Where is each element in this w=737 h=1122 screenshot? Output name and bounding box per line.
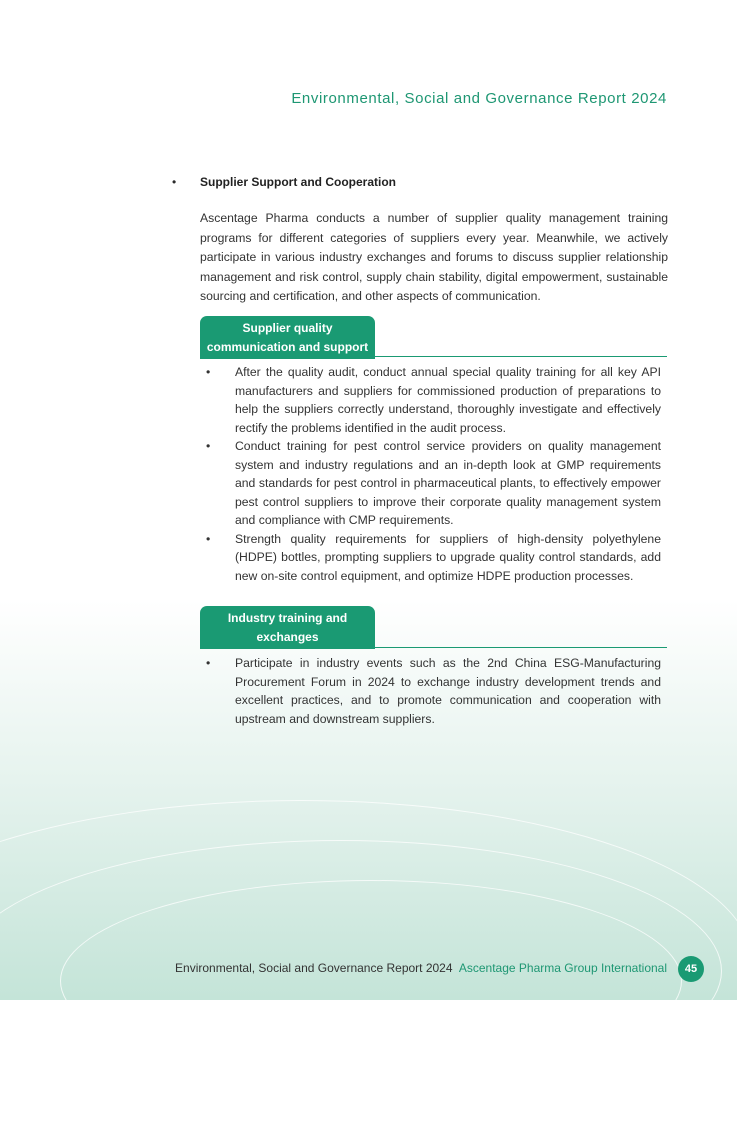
block-label-line: exchanges [256,630,319,644]
block-label-industry-training [200,606,375,649]
list-item-text: Participate in industry events such as the 2nd China ESG-Manufacturing Procurement Forum in 2024 to exchange industry development trends and excellent practices, and to promote communication and cooperation with upstream and downstream suppliers. [235,656,661,726]
page-header-title: Environmental, Social and Governance Report 2024 [291,90,667,107]
footer-company-name: Ascentage Pharma Group International [458,961,667,975]
list-item [206,654,661,728]
bullet-dot: • [206,531,211,546]
bullet-dot: • [206,656,211,670]
page-number-badge: 45 [678,956,704,982]
intro-paragraph: Ascentage Pharma conducts a number of supplier quality management training programs for different categories of suppliers every year. Meanwhile, we actively participate in various industry exchanges and forums to discuss supplier relationship management and risk control, supply chain stability, digital empowerment, sustainable sourcing and certification, and other aspects of communication. [200,211,668,303]
page-footer [175,961,667,975]
list-item-text: Conduct training for pest control service providers on quality management system and industry regulations and an in-depth look at GMP requirements and standards for pest control in pharmaceutical plants, to effectively empower pest control suppliers to improve their corporate quality management system and compliance with CMP requirements. [235,439,661,527]
section-bullet: • [172,175,177,189]
footer-report-title: Environmental, Social and Governance Report 2024 [175,961,453,975]
bullet-list [206,654,661,728]
list-item-text: After the quality audit, conduct annual special quality training for all key API manufacturers and suppliers for commissioned production of preparations to help the suppliers correctly understand, thoroughly investigate and effectively rectify the problems identified in the audit process. [235,365,661,435]
block-label-line: communication and support [206,340,369,354]
list-item [206,363,661,437]
bullet-dot: • [206,365,211,379]
bullet-dot: • [206,439,211,453]
block-label-supplier-quality [200,316,375,359]
list-item [206,530,661,586]
section-heading: Supplier Support and Cooperation [200,175,396,189]
block-label-line: Supplier quality [242,321,333,335]
block-label-line: Industry training and [227,611,348,625]
block-divider [200,647,667,648]
bullet-list [206,363,661,585]
list-item [206,437,661,530]
list-item-text: Strength quality requirements for suppliers of high-density polyethylene (HDPE) bottles, prompting suppliers to upgrade quality control standards, add new on-site control equipment, and optimize HDPE production processes. [235,531,661,583]
background-arc [60,880,682,1082]
block-divider [200,356,667,357]
